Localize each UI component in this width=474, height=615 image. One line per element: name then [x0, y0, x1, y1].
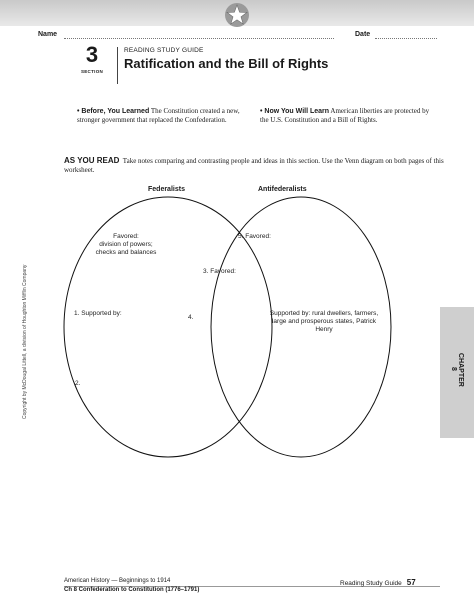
- now-label: Now You Will Learn: [264, 108, 330, 115]
- as-you-read-text: Take notes comparing and contrasting people and ideas in this section. Use the Venn diagram on both pages of this worksheet.: [64, 157, 444, 174]
- federalists-favored-text: division of powers; checks and balances: [95, 241, 157, 256]
- star-icon: [222, 2, 252, 30]
- antifederalists-favored: 5. Favored:: [238, 233, 271, 240]
- before-label: Before, You Learned: [81, 108, 150, 115]
- as-you-read: [64, 156, 444, 175]
- federalists-heading: Federalists: [148, 186, 185, 193]
- footer-book: American History — Beginnings to 1914: [64, 578, 171, 584]
- federalists-favored: [92, 233, 160, 257]
- now-text: American liberties are protected by the U.S. Constitution and a Bill of Rights.: [260, 107, 430, 124]
- section-word: SECTION: [80, 69, 104, 74]
- footer-chapter: Ch 8 Confederation to Constitution (1776–1791): [64, 587, 200, 593]
- antifederalists-supported-by: Supported by: rural dwellers, farmers, large and prosperous states, Patrick Henry: [269, 310, 379, 333]
- federalists-favored-label: Favored:: [113, 233, 139, 240]
- footer-guide-label: Reading Study Guide: [340, 580, 402, 587]
- before-text: The Constitution created a new, stronger government that replaced the Confederation.: [77, 107, 240, 124]
- guide-label: READING STUDY GUIDE: [124, 47, 204, 54]
- federalists-item-2: 2.: [75, 380, 81, 387]
- federalists-supported-by: 1. Supported by:: [74, 310, 122, 317]
- header-divider: [117, 47, 118, 84]
- date-field[interactable]: [375, 38, 437, 39]
- page-title: Ratification and the Bill of Rights: [124, 56, 329, 71]
- section-number: 3: [85, 42, 99, 67]
- before-you-learned: • Before, You Learned The Constitution created a new, stronger government that replaced the Confederation.: [77, 107, 240, 124]
- chapter-tab-label: CHAPTER 8: [450, 353, 464, 387]
- shared-item-4: 4.: [188, 314, 194, 321]
- copyright-notice: Copyright by McDougal Littell, a division of Houghton Mifflin Company: [22, 264, 28, 419]
- name-label: Name: [38, 31, 58, 38]
- name-field[interactable]: [64, 38, 334, 39]
- now-you-will-learn: • Now You Will Learn American liberties are protected by the U.S. Constitution and a Bill of Rights.: [260, 107, 430, 124]
- footer-guide: [340, 578, 416, 587]
- as-you-read-label: AS YOU READ: [64, 156, 120, 165]
- page-number: 57: [406, 578, 416, 587]
- antifederalists-heading: Antifederalists: [258, 186, 307, 193]
- date-label: Date: [355, 31, 371, 38]
- shared-favored: 3. Favored:: [203, 268, 236, 275]
